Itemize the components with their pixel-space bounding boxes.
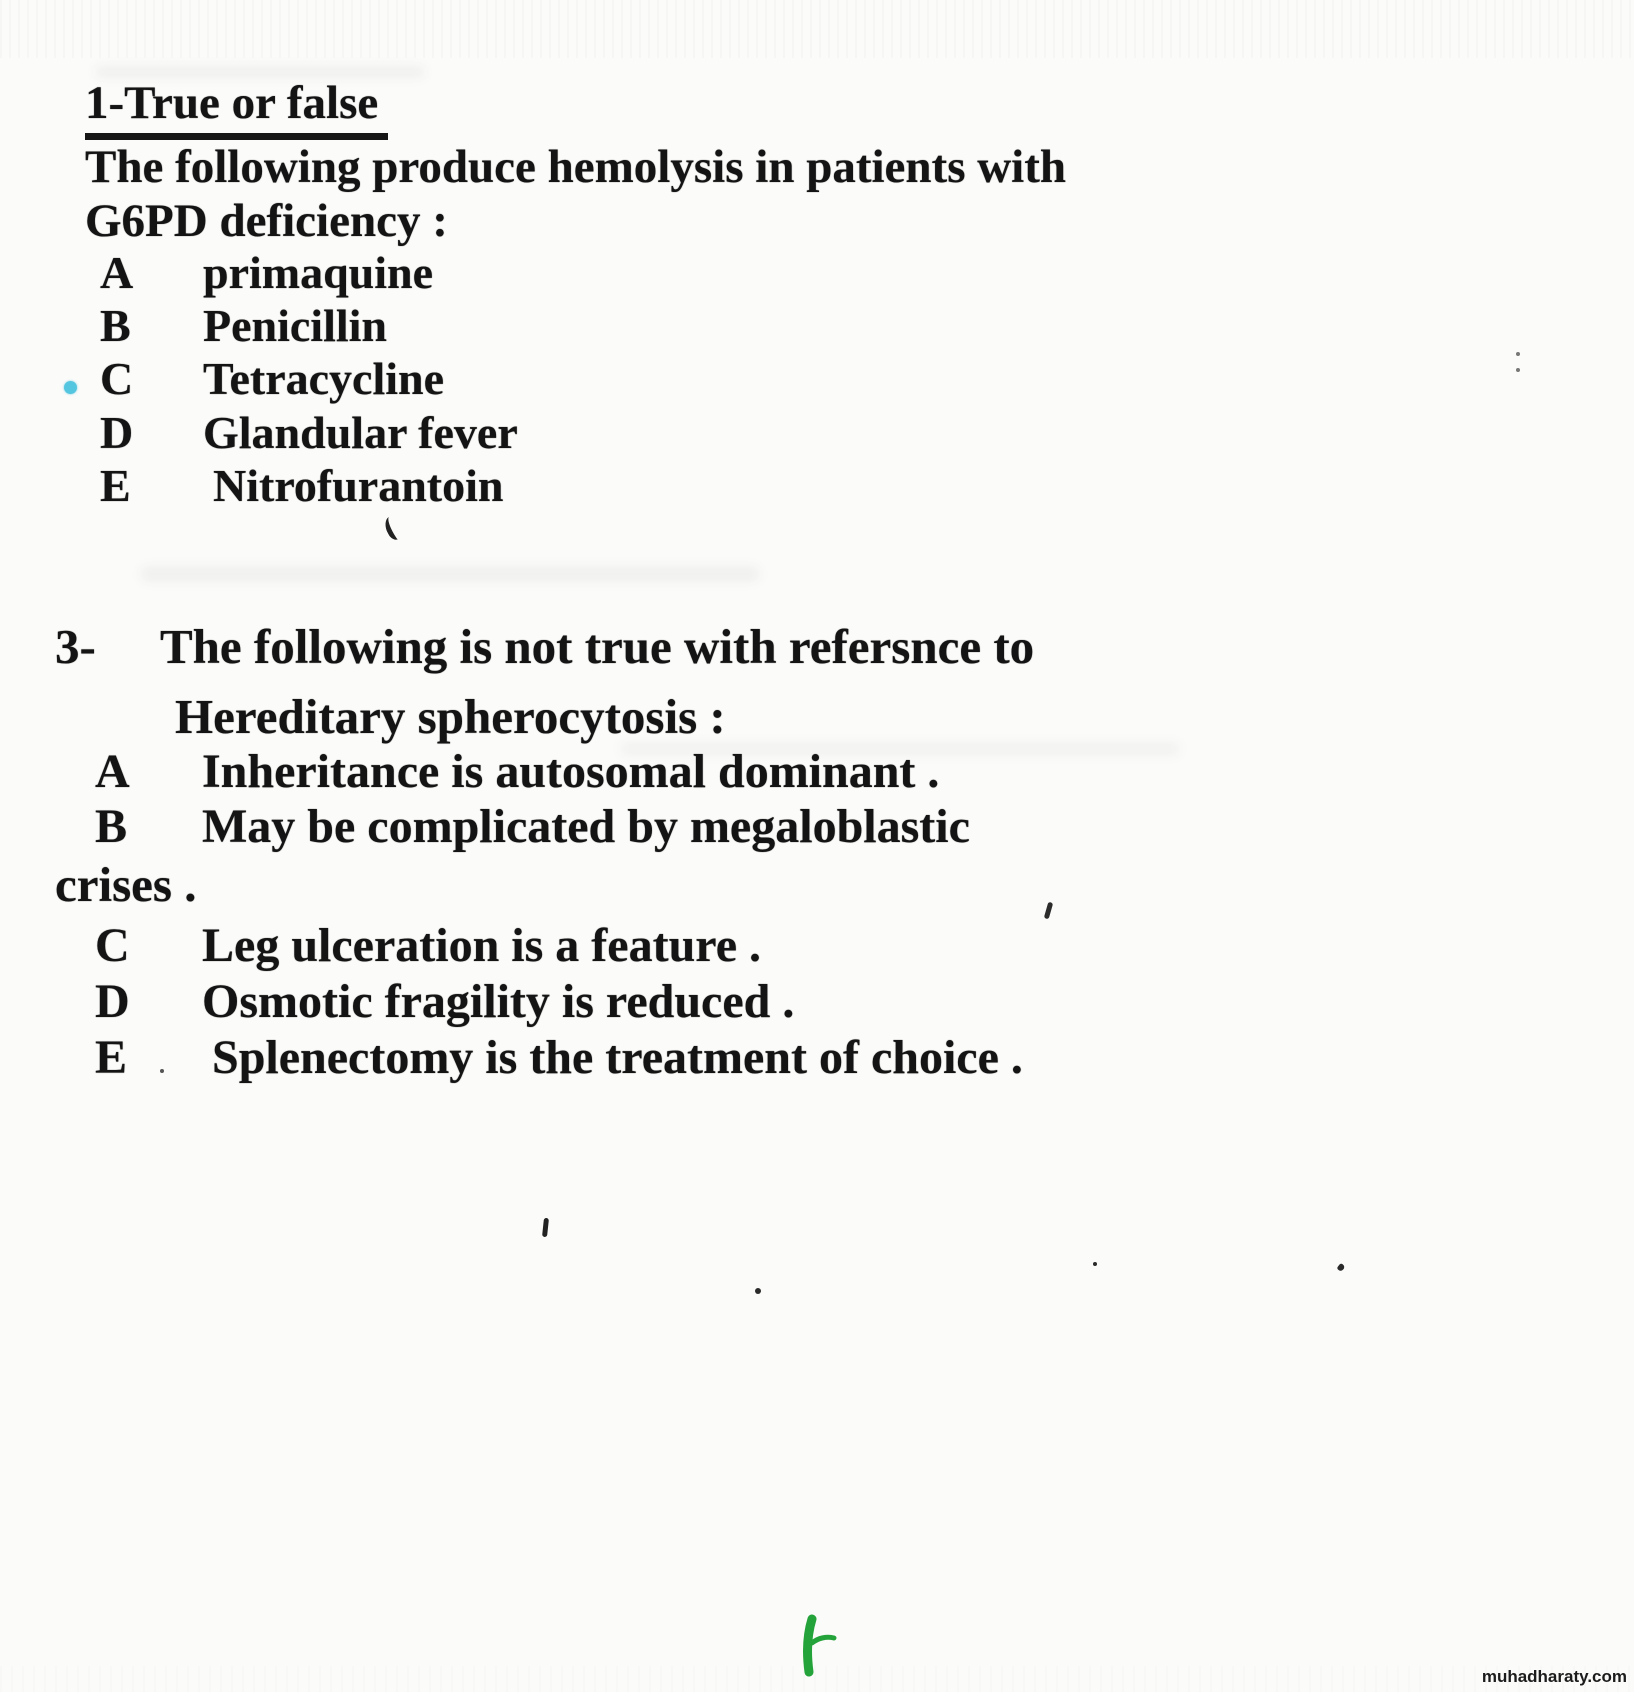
stray-pen-mark bbox=[381, 514, 406, 542]
question3-stem-line1 bbox=[55, 618, 1034, 675]
option-row-3c bbox=[95, 918, 761, 973]
scan-noise bbox=[0, 0, 1634, 58]
option-letter: B bbox=[100, 300, 131, 351]
option-row-1d bbox=[100, 406, 518, 459]
option-text: Splenectomy is the treatment of choice . bbox=[212, 1031, 1023, 1084]
option-row-3d bbox=[95, 974, 794, 1029]
option-letter: E bbox=[95, 1031, 128, 1084]
option-text: Leg ulceration is a feature . bbox=[202, 919, 762, 972]
option-text: primaquine bbox=[203, 247, 434, 298]
option-row-1a bbox=[100, 246, 433, 299]
option-letter: E bbox=[100, 460, 131, 511]
option-row-3a bbox=[95, 744, 939, 799]
ink-speck bbox=[160, 1069, 164, 1073]
option-letter: D bbox=[95, 975, 130, 1028]
scan-smudge bbox=[140, 566, 760, 582]
green-pen-mark bbox=[797, 1614, 843, 1680]
option-letter: A bbox=[95, 745, 130, 798]
option-text: Glandular fever bbox=[203, 407, 518, 458]
ink-speck bbox=[1093, 1262, 1097, 1266]
option-text: Tetracycline bbox=[203, 353, 445, 404]
option-text: Penicillin bbox=[203, 300, 387, 351]
option-3b-wrap-line: crises . bbox=[55, 857, 197, 912]
option-row-3e bbox=[95, 1030, 1023, 1085]
question3-stem-text: The following is not true with refersnce to bbox=[160, 619, 1035, 674]
ink-speck bbox=[755, 1288, 761, 1294]
option-letter: B bbox=[95, 800, 128, 853]
option-row-1c bbox=[100, 352, 444, 405]
question3-number: 3- bbox=[55, 619, 96, 674]
option-row-1e bbox=[100, 459, 504, 512]
option-letter: C bbox=[100, 353, 134, 404]
option-text: Inheritance is autosomal dominant . bbox=[202, 745, 940, 798]
option-letter: D bbox=[100, 407, 134, 458]
ink-speck bbox=[1336, 1263, 1345, 1272]
watermark-text: muhadharaty.com bbox=[1481, 1667, 1627, 1686]
option-letter: A bbox=[100, 247, 134, 298]
question3-stem-line2: Hereditary spherocytosis : bbox=[175, 689, 726, 744]
option-text: Nitrofurantoin bbox=[213, 460, 504, 511]
stray-pen-tick bbox=[542, 1218, 549, 1237]
option-row-1b bbox=[100, 299, 387, 352]
blue-ink-dot bbox=[64, 381, 77, 394]
option-row-3b bbox=[95, 799, 970, 854]
stray-pen-tick bbox=[1044, 902, 1053, 920]
option-letter: C bbox=[95, 919, 130, 972]
ink-speck bbox=[1516, 368, 1520, 372]
question1-stem-line1: The following produce hemolysis in patients with bbox=[85, 141, 1067, 193]
question1-heading: 1-True or false bbox=[85, 76, 388, 140]
option-text: May be complicated by megaloblastic bbox=[202, 800, 970, 853]
ink-speck bbox=[1516, 352, 1520, 356]
question1-stem-line2: G6PD deficiency : bbox=[85, 195, 448, 247]
option-text: Osmotic fragility is reduced . bbox=[202, 975, 795, 1028]
